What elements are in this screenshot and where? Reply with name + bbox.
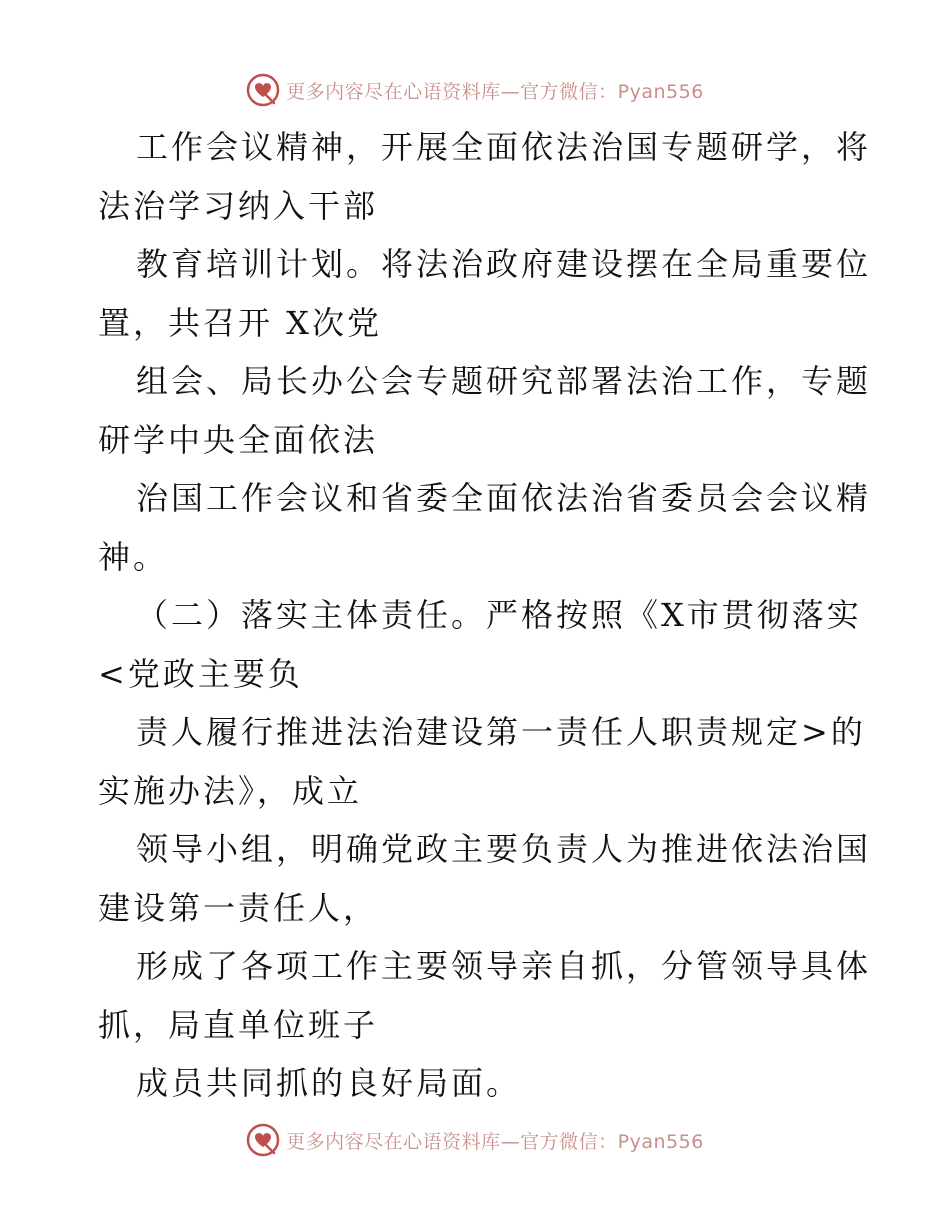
text-line: <党政主要负 <box>98 654 303 693</box>
text-line: 形成了各项工作主要领导亲自抓，分管领导具体 <box>136 947 872 985</box>
text-line: 工作会议精神，开展全面依法治国专题研学，将 <box>136 128 872 166</box>
text-line: 置，共召开 X次党 <box>98 303 382 342</box>
text-line: 建设第一责任人， <box>98 888 379 927</box>
text-line: 实施办法》，成立 <box>98 771 363 810</box>
heart-pen-icon <box>246 1123 280 1157</box>
text-line: 法治学习纳入干部 <box>98 186 379 225</box>
text-line: 教育培训计划。将法治政府建设摆在全局重要位 <box>136 245 872 283</box>
text-line: 治国工作会议和省委全面依法治省委员会会议精 <box>136 479 872 517</box>
watermark-text: 更多内容尽在心语资料库—官方微信：Pyan556 <box>286 80 704 103</box>
document-body <box>98 118 872 1113</box>
text-line: 成员共同抓的良好局面。 <box>136 1064 522 1102</box>
watermark-text: 更多内容尽在心语资料库—官方微信：Pyan556 <box>286 1130 704 1153</box>
heart-pen-icon <box>246 73 280 107</box>
text-line: 抓，局直单位班子 <box>98 1005 379 1044</box>
header-watermark <box>0 70 950 110</box>
footer-watermark <box>0 1120 950 1160</box>
text-line: 神。 <box>98 537 169 576</box>
text-line: 领导小组，明确党政主要负责人为推进依法治国 <box>136 830 872 868</box>
text-line: 组会、局长办公会专题研究部署法治工作，专题 <box>136 362 872 400</box>
text-line: （二）落实主体责任。严格按照《X市贯彻落实 <box>136 596 862 634</box>
text-line: 责人履行推进法治建设第一责任人职责规定>的 <box>136 713 866 751</box>
text-line: 研学中央全面依法 <box>98 420 379 459</box>
